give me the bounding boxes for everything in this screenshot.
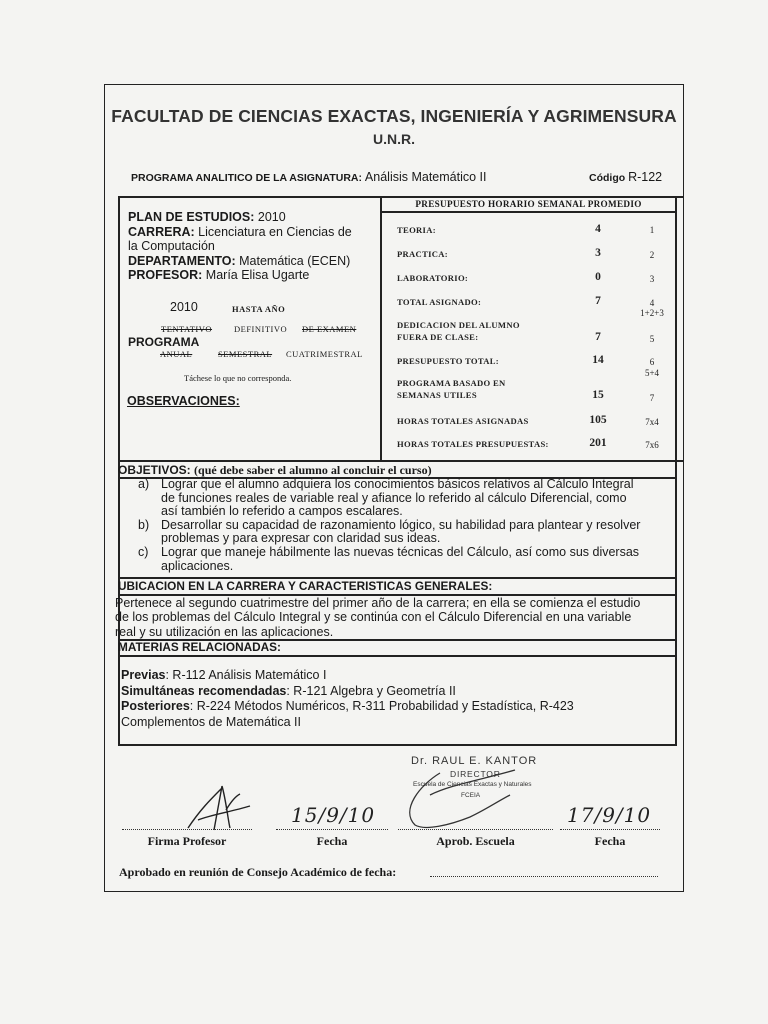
de-examen-option: DE EXAMEN [302, 324, 357, 334]
info-block [128, 210, 380, 283]
observaciones-label: OBSERVACIONES: [127, 394, 240, 408]
signature-line-fecha2 [560, 829, 660, 830]
university-title: U.N.R. [373, 131, 415, 147]
ubicacion-text: Pertenece al segundo cuatrimestre del primer año de la carrera; en ella se comienza el estudio de los problemas del Cálculo Integral y se continúa con el Cálculo Diferencial en una variable real y su utilización en las aplicaciones. [115, 596, 641, 639]
budget-value-semanas: 15 [592, 389, 604, 401]
plan-label: PLAN DE ESTUDIOS: [128, 210, 255, 224]
objetivos-list [138, 478, 678, 573]
previas-line: Previas: R-112 Análisis Matemático I [121, 668, 327, 682]
budget-value-practica: 3 [595, 247, 601, 259]
budget-note-practica: 2 [649, 250, 655, 260]
budget-note-dedicacion: 5 [649, 334, 655, 344]
budget-value-laboratorio: 0 [595, 271, 601, 283]
signature-line-escuela [398, 829, 553, 830]
budget-title: PRESUPUESTO HORARIO SEMANAL PROMEDIO [415, 199, 642, 209]
divider-materias [119, 655, 676, 657]
program-line [131, 170, 487, 184]
fecha-label-2: Fecha [594, 834, 626, 848]
aprob-escuela-label: Aprob. Escuela [436, 834, 515, 848]
year-from: 2010 [170, 300, 198, 314]
year-to-label: HASTA AÑO [232, 304, 286, 314]
budget-note-total: 4 [649, 298, 655, 308]
divider-budget [380, 196, 382, 461]
materias-label: MATERIAS RELACIONADAS: [118, 640, 281, 654]
budget-label-presupuesto: PRESUPUESTO TOTAL: [397, 356, 499, 366]
divider-program [119, 196, 684, 198]
budget-note-semanas: 7 [649, 393, 655, 403]
objetivo-item-c: c) Lograr que maneje hábilmente las nuevas técnicas del Cálculo, así como sus diversas aplicaciones. [138, 544, 640, 573]
prof-label: PROFESOR: [128, 268, 203, 282]
budget-note-horas-asignadas: 7x4 [645, 417, 659, 427]
budget-label2-dedicacion: FUERA DE CLASE: [397, 332, 479, 342]
carrera-label: CARRERA: [128, 224, 195, 239]
inner-right-border [675, 196, 677, 746]
dept-value: Matemática (ECEN) [239, 253, 351, 268]
objetivo-item-a: a) Lograr que el alumno adquiera los conocimientos básicos relativos al Cálculo Integral de funciones reales de variable real y afiance lo referido al cálculo Diferencial, como así también lo referido a campos escalares. [138, 477, 634, 519]
objetivo-item-b: b) Desarrollar su capacidad de razonamiento lógico, su habilidad para plantear y resolver problemas y para expresar con claridad sus ideas. [138, 517, 641, 546]
budget-label-dedicacion: DEDICACION DEL ALUMNO [397, 320, 520, 330]
ubicacion-label: UBICACION EN LA CARRERA Y CARACTERISTICAS GENERALES: [118, 579, 493, 593]
code-value: R-122 [628, 170, 663, 184]
objetivos-label: OBJETIVOS: [118, 463, 191, 477]
posteriores-line-2: Complementos de Matemática II [121, 714, 301, 729]
consejo-date-line [430, 876, 658, 877]
budget-note-horas-presupuestas: 7x6 [645, 440, 659, 450]
budget-note2-presupuesto: 5+4 [644, 368, 660, 378]
simultaneas-line: Simultáneas recomendadas: R-121 Algebra y Geometría II [121, 683, 456, 698]
carrera-value-1: Licenciatura en Ciencias de [198, 224, 352, 239]
code-label: Código [589, 172, 626, 184]
budget-value-total: 7 [595, 295, 601, 307]
signature-line-profesor [122, 829, 252, 830]
programa-label: PROGRAMA [128, 335, 200, 349]
anual-option: ANUAL [160, 349, 193, 359]
budget-note-teoria: 1 [649, 225, 655, 235]
code-block [589, 170, 662, 184]
date-handwritten-2: 17/9/10 [567, 803, 652, 827]
materias-block [121, 668, 681, 730]
budget-label-teoria: TEORIA: [397, 225, 436, 235]
semestral-option: SEMESTRAL [218, 349, 273, 359]
stamp-school: Escuela de Ciencias Exactas y Naturales [413, 781, 532, 788]
faculty-title: FACULTAD DE CIENCIAS EXACTAS, INGENIERÍA Y AGRIMENSURA [111, 106, 677, 126]
tache-note: Táchese lo que no corresponda. [184, 373, 292, 383]
divider-materias-bottom [119, 744, 676, 746]
objetivos-sublabel: (qué debe saber el alumno al concluir el curso) [194, 463, 432, 477]
divider-objetivos-top [119, 460, 684, 462]
budget-label-total: TOTAL ASIGNADO: [397, 297, 482, 307]
budget-label-laboratorio: LABORATORIO: [397, 273, 469, 283]
signature-line-fecha1 [276, 829, 388, 830]
carrera-value-2: la Computación [128, 239, 215, 253]
budget-note2-total: 1+2+3 [640, 308, 664, 318]
budget-value-horas-asignadas: 105 [589, 414, 607, 426]
budget-label-horas-asignadas: HORAS TOTALES ASIGNADAS [397, 416, 529, 426]
budget-value-horas-presupuestas: 201 [589, 437, 607, 449]
stamp-title: DIRECTOR [450, 769, 501, 779]
consejo-label: Aprobado en reunión de Consejo Académico de fecha: [119, 865, 397, 879]
objetivos-heading [118, 463, 432, 478]
stamp-org: FCEIA [461, 792, 481, 799]
definitivo-option: DEFINITIVO [234, 324, 288, 334]
plan-value: 2010 [257, 210, 286, 224]
subject-name: Análisis Matemático II [364, 170, 487, 184]
stamp-name: Dr. RAUL E. KANTOR [411, 755, 538, 767]
budget-note-presupuesto: 6 [649, 357, 655, 367]
budget-label-horas-presupuestas: HORAS TOTALES PRESUPUESTAS: [397, 439, 549, 449]
budget-value-dedicacion: 7 [595, 331, 601, 343]
budget-label-practica: PRACTICA: [397, 249, 448, 259]
director-signature [400, 765, 530, 835]
firma-profesor-label: Firma Profesor [147, 834, 227, 848]
dept-label: DEPARTAMENTO: [128, 253, 236, 268]
prof-value: María Elisa Ugarte [205, 268, 310, 282]
program-label: PROGRAMA ANALITICO DE LA ASIGNATURA: [131, 172, 362, 184]
date-handwritten-1: 15/9/10 [291, 803, 376, 827]
cuatrimestral-option: CUATRIMESTRAL [286, 349, 363, 359]
budget-label-semanas: PROGRAMA BASADO EN [397, 378, 506, 388]
posteriores-line: Posteriores: R-224 Métodos Numéricos, R-311 Probabilidad y Estadística, R-423 [121, 699, 574, 713]
budget-note-laboratorio: 3 [649, 274, 655, 284]
budget-value-presupuesto: 14 [592, 354, 604, 366]
fecha-label-1: Fecha [316, 834, 348, 848]
budget-value-teoria: 4 [595, 223, 601, 235]
budget-title-underline [381, 211, 675, 213]
budget-label2-semanas: SEMANAS UTILES [397, 390, 477, 400]
tentativo-option: TENTATIVO [161, 324, 213, 334]
